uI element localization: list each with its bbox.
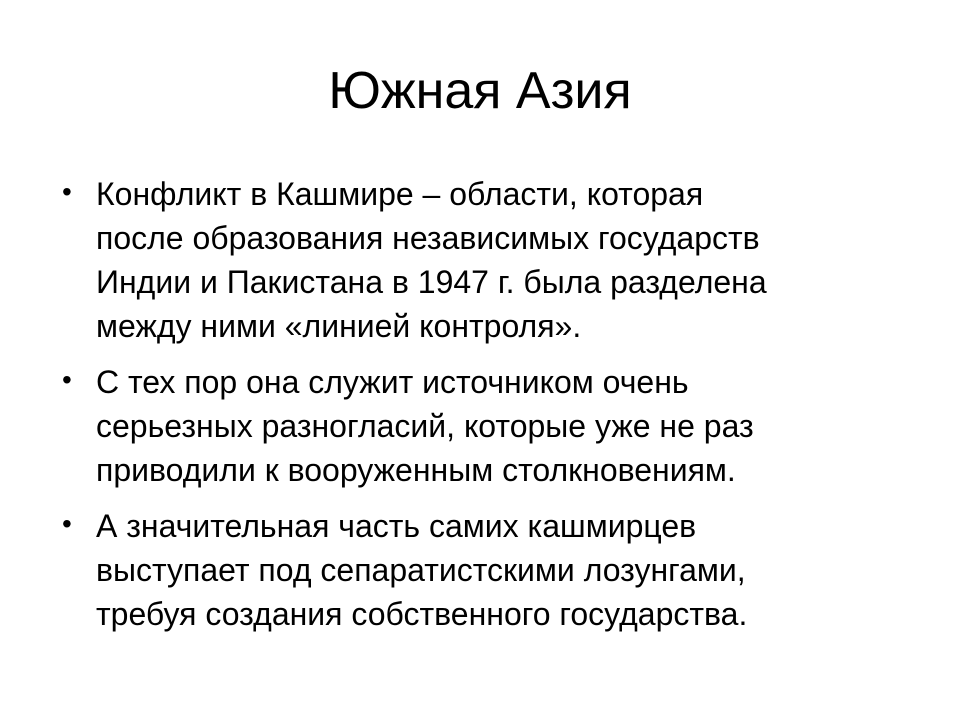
bullet-list [60,172,900,648]
bullet-item-2 [60,360,900,492]
bullet-text-line: серьезных разногласий, которые уже не раз [96,408,754,444]
bullet-marker: • [62,508,72,539]
bullet-text-line: выступает под сепаратистскими лозунгами, [96,552,746,588]
bullet-text-line: Конфликт в Кашмире – области, которая [96,176,704,212]
bullet-marker: • [62,176,72,207]
bullet-text-line: требуя создания собственного государства. [96,596,748,632]
bullet-text-line: А значительная часть самих кашмирцев [96,508,697,544]
bullet-text-line: С тех пор она служит источником очень [96,364,689,400]
bullet-item-3 [60,504,900,636]
bullet-text-line: после образования независимых государств [96,220,760,256]
bullet-text-line: между ними «линией контроля». [96,308,582,344]
bullet-marker: • [62,364,72,395]
bullet-item-1 [60,172,900,348]
bullet-text-line: приводили к вооруженным столкновениям. [96,452,736,488]
bullet-text-line: Индии и Пакистана в 1947 г. была разделена [96,264,767,300]
slide-title: Южная Азия [328,62,632,120]
